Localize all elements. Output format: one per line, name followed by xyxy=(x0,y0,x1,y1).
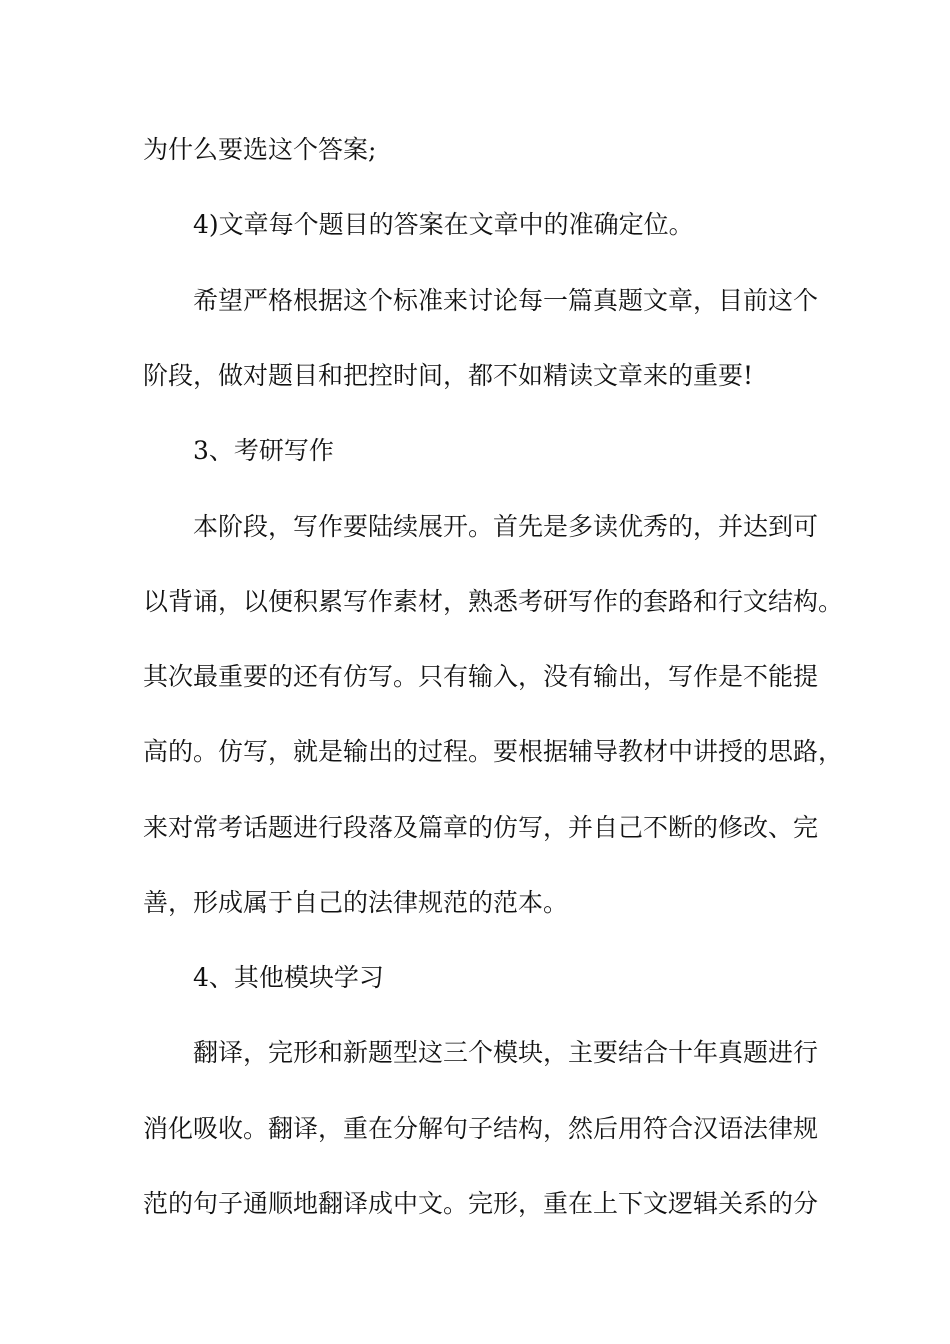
text-line: 范的句子通顺地翻译成中文。完形，重在上下文逻辑关系的分 xyxy=(143,1189,819,1218)
text-line: 其次最重要的还有仿写。只有输入，没有输出，写作是不能提 xyxy=(143,662,819,691)
text-line: 以背诵，以便积累写作素材，熟悉考研写作的套路和行文结构。 xyxy=(143,587,844,616)
text-line: 来对常考话题进行段落及篇章的仿写，并自己不断的修改、完 xyxy=(143,813,819,842)
text-line: 翻译，完形和新题型这三个模块，主要结合十年真题进行 xyxy=(193,1038,819,1067)
text-line: 4)文章每个题目的答案在文章中的准确定位。 xyxy=(193,210,694,239)
text-line: 为什么要选这个答案; xyxy=(143,135,377,164)
section-heading: 4、其他模块学习 xyxy=(193,963,384,992)
section-heading: 3、考研写作 xyxy=(193,436,334,465)
text-line: 希望严格根据这个标准来讨论每一篇真题文章，目前这个 xyxy=(193,286,819,315)
text-line: 消化吸收。翻译，重在分解句子结构，然后用符合汉语法律规 xyxy=(143,1114,819,1143)
text-line: 善，形成属于自己的法律规范的范本。 xyxy=(143,888,569,917)
text-line: 阶段，做对题目和把控时间，都不如精读文章来的重要! xyxy=(143,361,754,390)
text-line: 本阶段，写作要陆续展开。首先是多读优秀的，并达到可 xyxy=(193,512,819,541)
text-line: 高的。仿写，就是输出的过程。要根据辅导教材中讲授的思路， xyxy=(143,737,844,766)
